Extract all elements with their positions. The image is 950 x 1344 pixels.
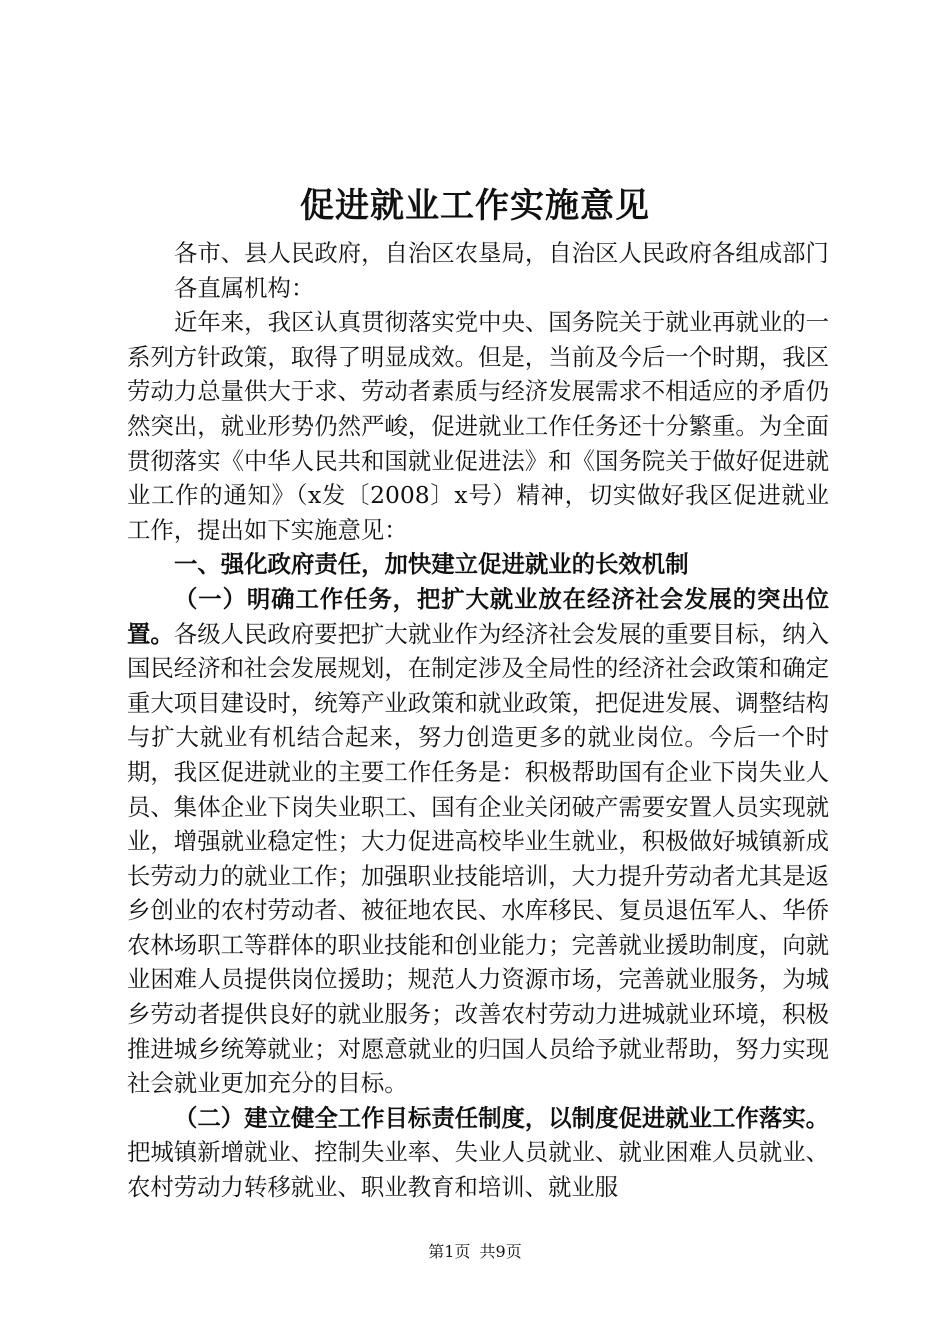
item-2-paragraph [127,1101,829,1205]
item-2-lead: （二）建立健全工作目标责任制度，以制度促进就业工作落实。 [174,1103,829,1132]
page-footer [0,1241,950,1263]
page-number-current: 第1页 [428,1242,471,1261]
item-1-text: 各级人民政府要把扩大就业作为经济社会发展的重要目标，纳入国民经济和社会发展规划，在制定涉及全局性的经济社会政策和确定重大项目建设时，统筹产业政策和就业政策，把促进发展、调整结构与扩大就业有机结合起来，努力创造更多的就业岗位。今后一个时期，我区促进就业的主要工作任务是：积极帮助国有企业下岗失业人员、集体企业下岗失业职工、国有企业关闭破产需要安置人员实现就业，增强就业稳定性；大力促进高校毕业生就业，积极做好城镇新成长劳动力的就业工作；加强职业技能培训，大力提升劳动者尤其是返乡创业的农村劳动者、被征地农民、水库移民、复员退伍军人、华侨农林场职工等群体的职业技能和创业能力；完善就业援助制度，向就业困难人员提供岗位援助；规范人力资源市场，完善就业服务，为城乡劳动者提供良好的就业服务；改善农村劳动力进城就业环境，积极推进城乡统筹就业；对愿意就业的归国人员给予就业帮助，努力实现社会就业更加充分的目标。 [127,619,830,1098]
salutation-line-1: 各市、县人民政府，自治区农垦局，自治区人民政府各组成部门 [174,239,829,267]
item-2-text: 把城镇新增就业、控制失业率、失业人员就业、就业困难人员就业、农村劳动力转移就业、职业教育和培训、就业服 [127,1138,829,1202]
document-title: 促进就业工作实施意见 [300,186,650,226]
document-body [127,236,829,1205]
salutation-line-2: 各直属机构： [174,273,315,302]
item-1-lead: （一）明确工作任务，把扩大就业放在经济社会发展的突出位置。 [127,584,829,648]
section-1-heading: 一、强化政府责任，加快建立促进就业的长效机制 [174,550,689,579]
item-1-paragraph [127,582,829,1101]
intro-paragraph: 近年来，我区认真贯彻落实党中央、国务院关于就业再就业的一系列方针政策，取得了明显成效。但是，当前及今后一个时期，我区劳动力总量供大于求、劳动者素质与经济发展需求不相适应的矛盾仍然突出，就业形势仍然严峻，促进就业工作任务还十分繁重。为全面贯彻落实《中华人民共和国就业促进法》和《国务院关于做好促进就业工作的通知》（x发〔2008〕x号）精神，切实做好我区促进就业工作，提出如下实施意见： [127,308,829,544]
page-number-total: 共9页 [479,1242,522,1261]
